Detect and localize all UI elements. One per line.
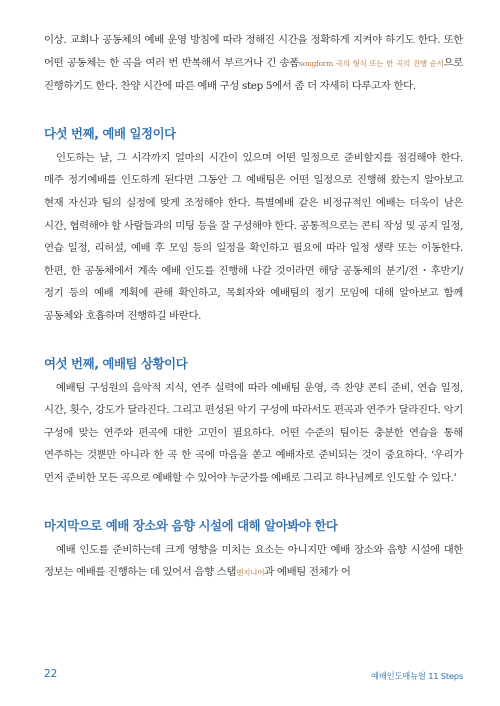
section-heading-team: 여섯 번째, 예배팀 상황이다: [44, 355, 188, 371]
engineer-gloss: 엔지니어: [236, 568, 265, 578]
page-number: 22: [44, 668, 58, 680]
intro-text-before: 이상. 교회나 공동체의 예배 운영 방침에 따라 정해진 시간을 정확하게 지켜야 하기도 한다. 또한 어떤 공동체는 한 곡을 여러 번 반복해서 부르거나 긴 송폼: [44, 34, 463, 69]
venue-text-before: 예배 인도를 준비하는데 크게 영향을 미치는 요소는 아니지만 예배 장소와 음향 시설에 대한 정보는 예배를 진행하는 데 있어서 음향 스탭: [44, 543, 463, 579]
section-body-venue: [44, 539, 463, 585]
section-body-team: 예배팀 구성원의 음악적 지식, 연주 실력에 따라 예배팀 운영, 즉 찬양 콘티 준비, 연습 일정, 시간, 횟수, 강도가 달라진다. 그리고 편성된 악기 구성에 따라서도 편곡과 연주가 달라진다. 악기 구성에 맞는 연주와 편곡에 대한 고민이 필요하다. 어떤 수준의 팀이든 충분한 연습을 통해 연주하는 것뿐만 아니라 한 곡 한 곡에 마음을 쏟고 예배자로 준비되는 것이 중요하다. ‘우리가 먼저 준비한 모든 곡으로 예배할 수 있어야 누군가를 예배로 그리고 하나님께로 인도할 수 있다.’: [44, 381, 463, 484]
page-content: [44, 29, 463, 585]
running-title: 예배인도매뉴얼 11 Steps: [371, 671, 463, 681]
venue-text-after: 과 예배팀 전체가 어: [264, 566, 351, 579]
songform-gloss: songform 곡의 형식 또는 한 곡의 진행 순서: [298, 58, 444, 68]
section-body-schedule: 인도하는 날, 그 시각까지 얼마의 시간이 있으며 어떤 일정으로 준비할지를 점검해야 한다. 매주 정기예배를 인도하게 된다면 그동안 그 예배팀은 어떤 일정으로 진행해 왔는지 알아보고 현재 자신과 팀의 실정에 맞게 조정해야 한다. 특별예배 같은 비정규적인 예배는 더욱이 남은 시간, 협력해야 할 사람들과의 미팅 등을 잘 구성해야 한다. 공통적으로는 콘티 작성 및 공지 일정, 연습 일정, 리허설, 예배 후 모임 등의 일정을 확인하고 필요에 따라 일정 생략 또는 이동한다. 한편, 한 공동체에서 계속 예배 인도를 진행해 나갈 것이라면 해당 공동체의 분기/전・후반기/정기 등의 예배 계획에 관해 확인하고, 목회자와 예배팀의 정기 모임에 대해 알아보고 함께 공동체와 호흡하며 진행하길 바란다.: [44, 151, 463, 322]
section-heading-venue: 마지막으로 예배 장소와 음향 시설에 대해 알아봐야 한다: [44, 517, 338, 533]
intro-paragraph: [44, 29, 463, 98]
section-heading-schedule: 다섯 번째, 예배 일정이다: [44, 125, 176, 141]
intro-text-after: 으로 진행하기도 한다. 찬양 시간에 따른 예배 구성 step 5에서 좀 더 자세히 다루고자 한다.: [44, 56, 463, 93]
